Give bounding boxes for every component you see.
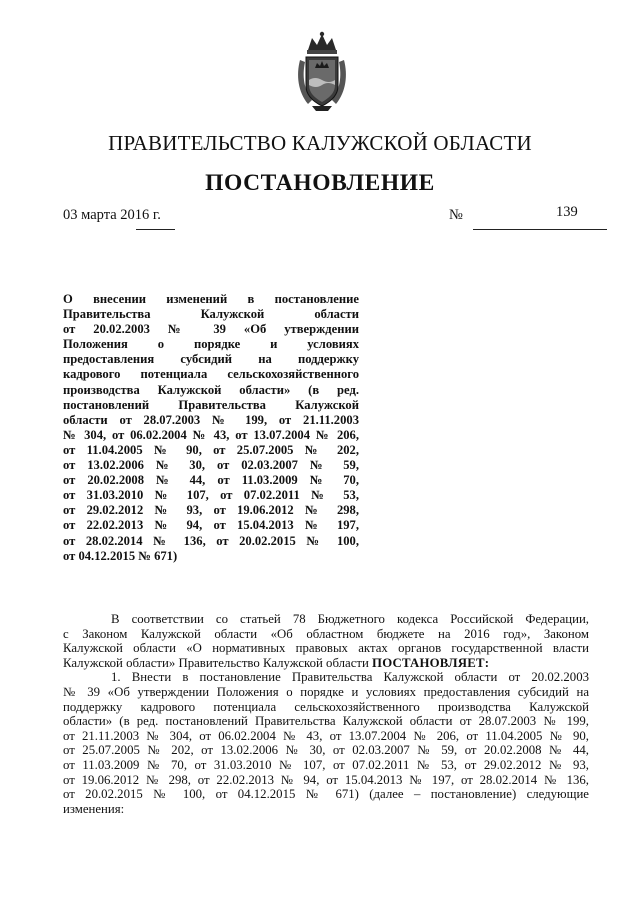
government-title: ПРАВИТЕЛЬСТВО КАЛУЖСКОЙ ОБЛАСТИ [108, 131, 532, 155]
preamble-line: с Законом Калужской области «Об областном бюджете на 2016 год», Законом [63, 626, 589, 641]
decree-word: ПОСТАНОВЛЯЕТ: [372, 655, 490, 670]
subject-line: от 29.02.2012 № 93, от 19.06.2012 № 298, [63, 503, 359, 518]
item1-line: от 19.06.2012 № 298, от 22.02.2013 № 94, от 15.04.2013 № 197, от 28.02.2014 № 136, [63, 772, 589, 787]
subject-line: области от 28.07.2003 № 199, от 21.11.2003 [63, 412, 359, 427]
subject-line: от 04.12.2015 № 671) [63, 548, 178, 563]
preamble-last-text: Калужской области» Правительство Калужской области [63, 655, 369, 670]
subject-line: постановлений Правительства Калужской [63, 397, 359, 412]
document-date: 03 марта 2016 г. [63, 207, 161, 223]
document-subject [63, 292, 359, 564]
subject-line: производства Калужской области» (в ред. [63, 382, 359, 397]
subject-line: от 13.02.2006 № 30, от 02.03.2007 № 59, [63, 458, 359, 473]
preamble-line: Калужской области «О нормативных правовых актах органов государственной власти [63, 641, 589, 656]
subject-line: Правительства Калужской области [63, 307, 359, 322]
subject-line: О внесении изменений в постановление [63, 292, 359, 306]
subject-line: Положения о порядке и условиях [63, 337, 359, 352]
item1-line: от 11.03.2009 № 70, от 31.03.2010 № 107, от 07.02.2011 № 53, от 29.02.2012 № 93, [63, 757, 589, 772]
preamble-line: В соответствии со статьей 78 Бюджетного кодекса Российской Федерации, [111, 612, 589, 626]
subject-line: от 20.02.2008 № 44, от 11.03.2009 № 70, [63, 473, 359, 488]
document-type: ПОСТАНОВЛЕНИЕ [205, 170, 435, 196]
subject-line: от 20.02.2003 № 39 «Об утверждении [63, 322, 359, 337]
subject-line: № 304, от 06.02.2004 № 43, от 13.07.2004 № 206, [63, 427, 359, 442]
number-underline [473, 229, 607, 230]
item1-line: от 25.07.2005 № 202, от 13.02.2006 № 30, от 02.03.2007 № 59, от 20.02.2008 № 44, [63, 743, 589, 758]
item1-line: области» (в ред. постановлений Правительства Калужской области от 28.07.2003 № 199, [63, 714, 589, 729]
subject-line: от 28.02.2014 № 136, от 20.02.2015 № 100, [63, 533, 359, 548]
item1-line: от 20.02.2015 № 100, от 04.12.2015 № 671) (далее – постановление) следующие [63, 787, 589, 802]
number-sign: № [449, 207, 463, 223]
subject-line: кадрового потенциала сельскохозяйственного [63, 367, 359, 382]
item1-line: 1. Внести в постановление Правительства Калужской области от 20.02.2003 [111, 670, 589, 685]
subject-line: от 31.03.2010 № 107, от 07.02.2011 № 53, [63, 488, 359, 503]
subject-line: от 11.04.2005 № 90, от 25.07.2005 № 202, [63, 442, 359, 457]
item1-line: от 21.11.2003 № 304, от 06.02.2004 № 43, от 13.07.2004 № 206, от 11.04.2005 № 90, [63, 728, 589, 743]
document-number: 139 [556, 204, 578, 220]
item1-line: № 39 «Об утверждении Положения о порядке и условиях предоставления субсидий на [63, 684, 589, 699]
item1-line: изменения: [63, 801, 125, 816]
subject-line: предоставления субсидий на поддержку [63, 352, 359, 367]
document-body [63, 612, 589, 816]
date-underline [136, 229, 175, 230]
item1-line: поддержку кадрового потенциала сельскохозяйственного производства Калужской [63, 699, 589, 714]
subject-line: от 22.02.2013 № 94, от 15.04.2013 № 197, [63, 518, 359, 533]
preamble-line [63, 656, 589, 671]
kaluga-coat-of-arms-icon [294, 30, 350, 112]
